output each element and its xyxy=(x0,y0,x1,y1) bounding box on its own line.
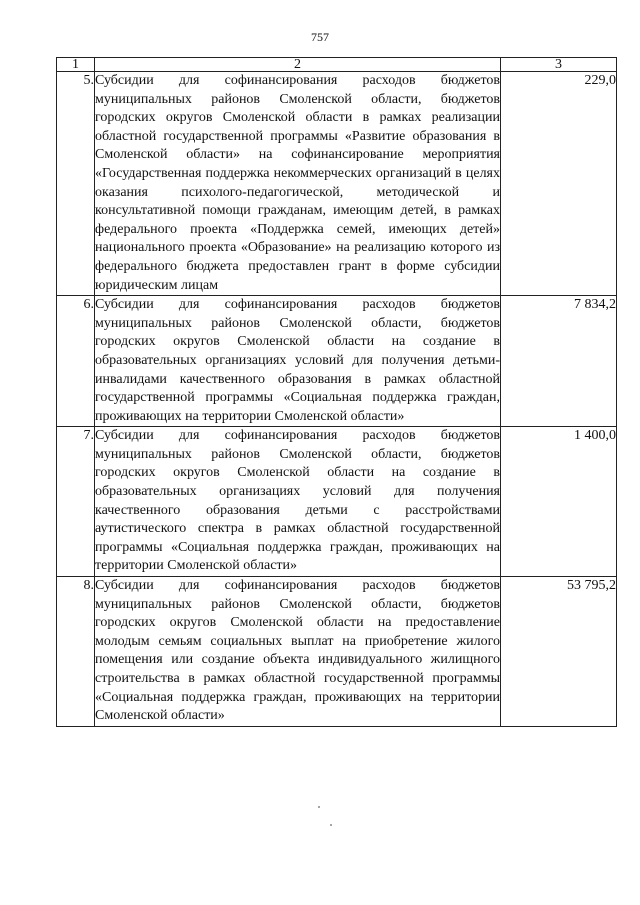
table-row xyxy=(57,427,617,577)
table-row xyxy=(57,577,617,727)
header-col-3: 3 xyxy=(501,58,617,72)
row-amount: 53 795,2 xyxy=(501,577,617,727)
table-row xyxy=(57,296,617,427)
header-col-1: 1 xyxy=(57,58,95,72)
row-description: Субсидии для софинансирования расходов бюджетов муниципальных районов Смоленской области, бюджетов городских округов Смоленской области на предоставление молодым семьям социальных выплат на приобретение жилого помещения или создание объекта индивидуального жилищного строительства в рамках областной государственной программы «Социальная поддержка граждан, проживающих на территории Смоленской области» xyxy=(95,577,501,727)
row-amount: 1 400,0 xyxy=(501,427,617,577)
row-number: 6. xyxy=(57,296,95,427)
row-number: 7. xyxy=(57,427,95,577)
row-description: Субсидии для софинансирования расходов бюджетов муниципальных районов Смоленской области, бюджетов городских округов Смоленской области на создание в образовательных организациях условий для получения детьми-инвалидами качественного образования в рамках областной государственной программы «Социальная поддержка граждан, проживающих на территории Смоленской области» xyxy=(95,296,501,427)
table-header xyxy=(57,58,617,72)
scan-speck xyxy=(318,806,320,808)
header-row xyxy=(57,58,617,72)
header-col-2: 2 xyxy=(95,58,501,72)
row-number: 8. xyxy=(57,577,95,727)
row-description: Субсидии для софинансирования расходов бюджетов муниципальных районов Смоленской области, бюджетов городских округов Смоленской области на создание в образовательных организациях условий для получения качественного образования детьми с расстройствами аутистического спектра в рамках областной государственной программы «Социальная поддержка граждан, проживающих на территории Смоленской области» xyxy=(95,427,501,577)
row-amount: 229,0 xyxy=(501,72,617,296)
budget-table xyxy=(56,57,617,727)
table-row xyxy=(57,72,617,296)
row-description: Субсидии для софинансирования расходов бюджетов муниципальных районов Смоленской области, бюджетов городских округов Смоленской области в рамках реализации областной государственной программы «Развитие образования в Смоленской области» на софинансирование мероприятия «Государственная поддержка некоммерческих организаций в целях оказания психолого-педагогической, методической и консультативной помощи гражданам, имеющим детей, в рамках федерального проекта «Поддержка семей, имеющих детей» национального проекта «Образование» на реализацию которого из федерального бюджета предоставлен грант в форме субсидии юридическим лицам xyxy=(95,72,501,296)
row-number: 5. xyxy=(57,72,95,296)
scan-speck xyxy=(330,824,332,826)
page-number: 757 xyxy=(311,30,329,44)
row-amount: 7 834,2 xyxy=(501,296,617,427)
